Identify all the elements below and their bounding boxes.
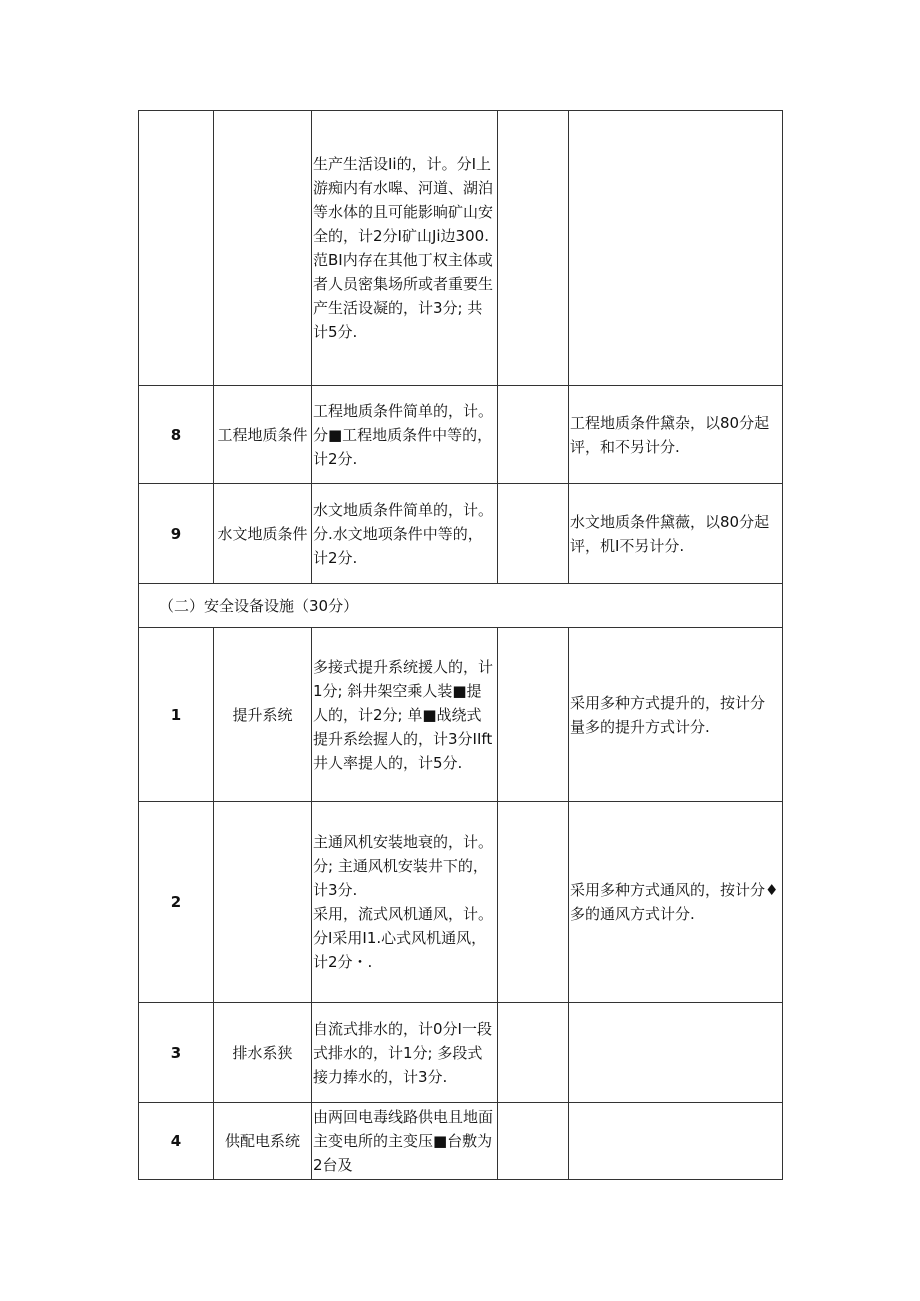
criteria-text: 由两回电毒线路供电且地面主变电所的主变压■台敷为2台及 — [312, 1103, 498, 1180]
criteria-text: 多接式提升系统援人的，计1分; 斜井架空乘人装■提人的，计2分; 单■战绕式提升系绘握人的，计3分IIft井人率提人的，计5分. — [312, 628, 498, 802]
score-cell — [498, 111, 569, 386]
score-cell — [498, 1003, 569, 1103]
criteria-text: 工程地质条件简单的，计。分■工程地质条件中等的，计2分. — [312, 386, 498, 484]
item-name: 排水系狭 — [214, 1003, 312, 1103]
note-text — [569, 1003, 783, 1103]
item-name: 工程地质条件 — [214, 386, 312, 484]
row-number: 9 — [139, 484, 214, 584]
table-row — [139, 628, 783, 802]
criteria-text: 主通风机安装地衰的，计。分; 主通风机安装井下的，计3分. 采用，流式风机通风，计。分I采用I1.心式风机通风，计2分・. — [312, 802, 498, 1003]
table-row — [139, 111, 783, 386]
criteria-text: 自流式排水的，计0分I一段式排水的，计1分; 多段式接力捧水的，计3分. — [312, 1003, 498, 1103]
item-name — [214, 802, 312, 1003]
score-cell — [498, 628, 569, 802]
note-text — [569, 111, 783, 386]
evaluation-table — [138, 110, 783, 1180]
note-text: 工程地质条件黛杂，以80分起评，和不另计分. — [569, 386, 783, 484]
score-cell — [498, 484, 569, 584]
item-name: 供配电系统 — [214, 1103, 312, 1180]
item-name — [214, 111, 312, 386]
row-number — [139, 111, 214, 386]
row-number: 8 — [139, 386, 214, 484]
section-title: （二）安全设备设施（30分） — [139, 584, 783, 628]
note-text: 采用多种方式提升的，按计分量多的提升方式计分. — [569, 628, 783, 802]
row-number: 1 — [139, 628, 214, 802]
table-row — [139, 802, 783, 1003]
score-cell — [498, 1103, 569, 1180]
note-text: 水文地质条件黛薇，以80分起评，机I不另计分. — [569, 484, 783, 584]
score-cell — [498, 386, 569, 484]
note-text — [569, 1103, 783, 1180]
row-number: 2 — [139, 802, 214, 1003]
item-name: 提升系统 — [214, 628, 312, 802]
table-row — [139, 386, 783, 484]
section-header-row — [139, 584, 783, 628]
table-row — [139, 1103, 783, 1180]
score-cell — [498, 802, 569, 1003]
row-number: 4 — [139, 1103, 214, 1180]
item-name: 水文地质条件 — [214, 484, 312, 584]
criteria-text: 生产生活设Ii的，计。分I上游痴内有水嗥、河道、湖泊等水体的且可能影晌矿山安全的，计2分I矿山Ji边300.范BI内存在其他丁权主体或者人员密集场所或者重要生产生活设凝的，计3分; 共计5分. — [312, 111, 498, 386]
note-text: 采用多种方式通风的，按计分♦多的通风方式计分. — [569, 802, 783, 1003]
table-row — [139, 1003, 783, 1103]
row-number: 3 — [139, 1003, 214, 1103]
criteria-text: 水文地质条件简单的，计。分.水文地项条件中等的，计2分. — [312, 484, 498, 584]
table-row — [139, 484, 783, 584]
